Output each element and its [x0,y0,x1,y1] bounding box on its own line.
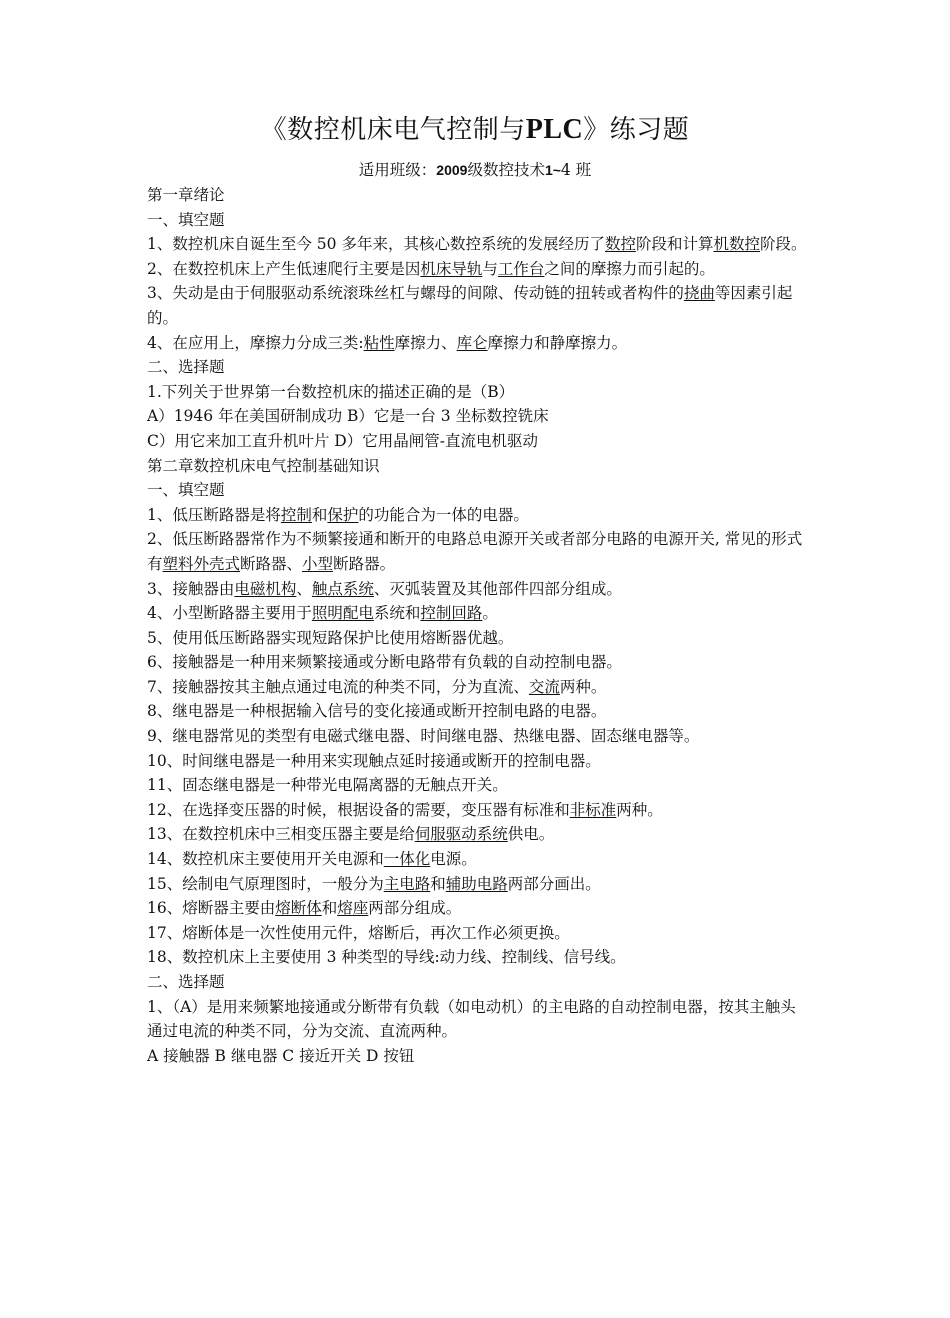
underlined-answer: 非标准 [569,800,617,819]
underlined-answer: 照明配电 [311,604,374,623]
paragraph [147,429,807,454]
underlined-answer: 交流 [528,677,560,696]
paragraph [147,896,807,921]
text-segment: 、 [296,579,312,598]
text-segment: 和 [311,505,328,524]
text-segment: 8、继电器是一种根据输入信号的变化接通或断开控制电路的电器。 [147,702,607,721]
paragraph [147,822,807,847]
text-segment: 第一章绪论 [147,186,225,204]
text-segment: 供电。 [507,825,555,844]
text-segment: 1.下列关于世界第一台数控机床的描述正确的是（B） [147,382,515,401]
paragraph [147,872,807,897]
text-segment: 、灭弧装置及其他部件四部分组成。 [373,579,622,598]
underlined-answer: 控制回路 [420,604,483,623]
text-segment: 17、熔断体是一次性使用元件，熔断后，再次工作必须更换。 [147,923,570,942]
underlined-answer: 数控 [604,235,636,254]
title-text-pre: 《数控机床电气控制与 [260,115,526,145]
paragraph [147,232,807,257]
text-segment: 11、固态继电器是一种带光电隔离器的无触点开关。 [147,776,508,795]
text-segment: 和 [321,899,338,918]
document-subtitle [0,158,950,182]
text-segment: 14、数控机床主要使用开关电源和 [147,850,384,869]
underlined-answer: 主电路 [383,874,431,893]
underlined-answer: 保护 [327,505,359,524]
text-segment: 1、数控机床自诞生至今 50 多年来，其核心数控系统的发展经历了 [147,235,605,254]
paragraph [147,724,807,749]
text-segment: 两种。 [616,800,663,819]
paragraph [147,699,807,724]
text-segment: 2、在数控机床上产生低速爬行主要是因 [147,259,421,278]
paragraph [147,798,807,823]
underlined-answer: 塑料外壳式 [162,554,241,573]
text-segment: 4、小型断路器主要用于 [147,604,312,623]
underlined-answer: 一体化 [383,850,431,869]
text-segment: 1、低压断路器是将 [147,505,281,524]
paragraph [147,675,807,700]
text-segment: 第二章数控机床电气控制基础知识 [147,456,380,475]
text-segment: 电源。 [430,850,477,869]
paragraph [147,331,807,356]
underlined-answer: 库仑 [456,333,488,352]
underlined-answer: 控制 [280,505,312,524]
text-segment: 阶段和计算 [635,235,714,254]
underlined-answer: 辅助电路 [445,874,508,893]
paragraph [147,404,807,429]
text-segment: A 接触器 B 继电器 C 接近开关 D 按钮 [147,1046,415,1065]
text-segment: 2、低压断路器常作为不频繁接通和断开的电路总电源开关或者部分电路的电源开关, 常见的形式有 [147,530,803,573]
paragraph [147,478,807,503]
paragraph [147,527,807,576]
text-segment: 断路器、 [240,554,303,573]
paragraph [147,773,807,798]
text-segment: 。 [482,604,498,623]
text-segment: 5、使用低压断路器实现短路保护比使用熔断器优越。 [147,628,514,647]
title-text-post: 》练习题 [583,115,690,145]
paragraph [147,749,807,774]
subtitle-range: 1~ [544,162,561,178]
underlined-answer: 电磁机构 [234,579,297,598]
text-segment: 断路器。 [333,554,396,573]
underlined-answer: 粘性 [363,333,395,352]
text-segment: 13、在数控机床中三相变压器主要是给 [147,825,415,844]
text-segment: 4、在应用上，摩擦力分成三类: [147,333,364,352]
text-segment: 之间的摩擦力而引起的。 [544,259,715,278]
underlined-answer: 工作台 [497,259,545,278]
underlined-answer: 触点系统 [311,579,374,598]
paragraph [147,995,807,1044]
text-segment: 一、填空题 [147,210,225,229]
paragraph [147,183,807,208]
paragraph [147,503,807,528]
paragraph [147,208,807,233]
text-segment: 15、绘制电气原理图时，一般分为 [147,874,384,893]
text-segment: 1、（A）是用来频繁地接通或分断带有负载（如电动机）的主电路的自动控制电器，按其主触头通过电流的种类不同，分为交流、直流两种。 [147,997,796,1041]
underlined-answer: 挠曲 [683,284,715,303]
paragraph [147,1044,807,1069]
text-segment: 两部分组成。 [368,899,462,918]
subtitle-year: 2009 [436,162,468,178]
document-body [147,183,807,1068]
text-segment: 3、接触器由 [147,579,235,598]
text-segment: 等因素引起的。 [147,284,793,327]
text-segment: 9、继电器常见的类型有电磁式继电器、时间继电器、热继电器、固态继电器等。 [147,727,700,746]
text-segment: 摩擦力、 [394,333,457,352]
text-segment: 10、时间继电器是一种用来实现触点延时接通或断开的控制电器。 [147,751,601,770]
paragraph [147,650,807,675]
text-segment: 6、接触器是一种用来频繁接通或分断电路带有负载的自动控制电器。 [147,653,622,672]
paragraph [147,257,807,282]
underlined-answer: 熔座 [337,899,369,918]
text-segment: 的功能合为一体的电器。 [358,505,529,524]
underlined-answer: 伺服驱动系统 [414,825,508,844]
text-segment: 二、选择题 [147,358,225,377]
paragraph [147,454,807,479]
text-segment: 与 [482,259,498,278]
text-segment: 和 [430,874,446,893]
paragraph [147,380,807,405]
subtitle-post: 4 班 [560,161,592,179]
subtitle-pre: 适用班级： [358,161,437,179]
document-title [0,112,950,148]
text-segment: 12、在选择变压器的时候，根据设备的需要，变压器有标准和 [147,800,570,819]
text-segment: 摩擦力和静摩擦力。 [487,333,628,352]
text-segment: 3、失动是由于伺服驱动系统滚珠丝杠与螺母的间隙、传动链的扭转或者构件的 [147,284,684,303]
text-segment: 二、选择题 [147,973,225,991]
text-segment: 一、填空题 [147,481,225,500]
text-segment: 阶段。 [760,235,807,254]
paragraph [147,847,807,872]
text-segment: 两种。 [559,677,607,696]
paragraph [147,970,807,995]
paragraph [147,601,807,626]
paragraph [147,626,807,651]
underlined-answer: 机床导轨 [420,259,483,278]
underlined-answer: 小型 [302,554,334,573]
text-segment: 18、数控机床上主要使用 3 种类型的导线:动力线、控制线、信号线。 [147,948,626,967]
subtitle-mid: 级数控技术 [467,161,545,179]
title-text-bold: PLC [525,114,584,145]
paragraph [147,921,807,946]
underlined-answer: 熔断体 [275,899,322,918]
text-segment: A）1946 年在美国研制成功 B）它是一台 3 坐标数控铣床 [147,407,549,426]
underlined-answer: 机数控 [713,235,760,254]
text-segment: 7、接触器按其主触点通过电流的种类不同，分为直流、 [147,677,529,696]
paragraph [147,945,807,970]
paragraph [147,355,807,380]
text-segment: C）用它来加工直升机叶片 D）它用晶闸管-直流电机驱动 [147,431,538,450]
text-segment: 16、熔断器主要由 [147,899,276,918]
text-segment: 两部分画出。 [507,874,601,893]
paragraph [147,281,807,330]
text-segment: 系统和 [373,604,421,623]
paragraph [147,577,807,602]
